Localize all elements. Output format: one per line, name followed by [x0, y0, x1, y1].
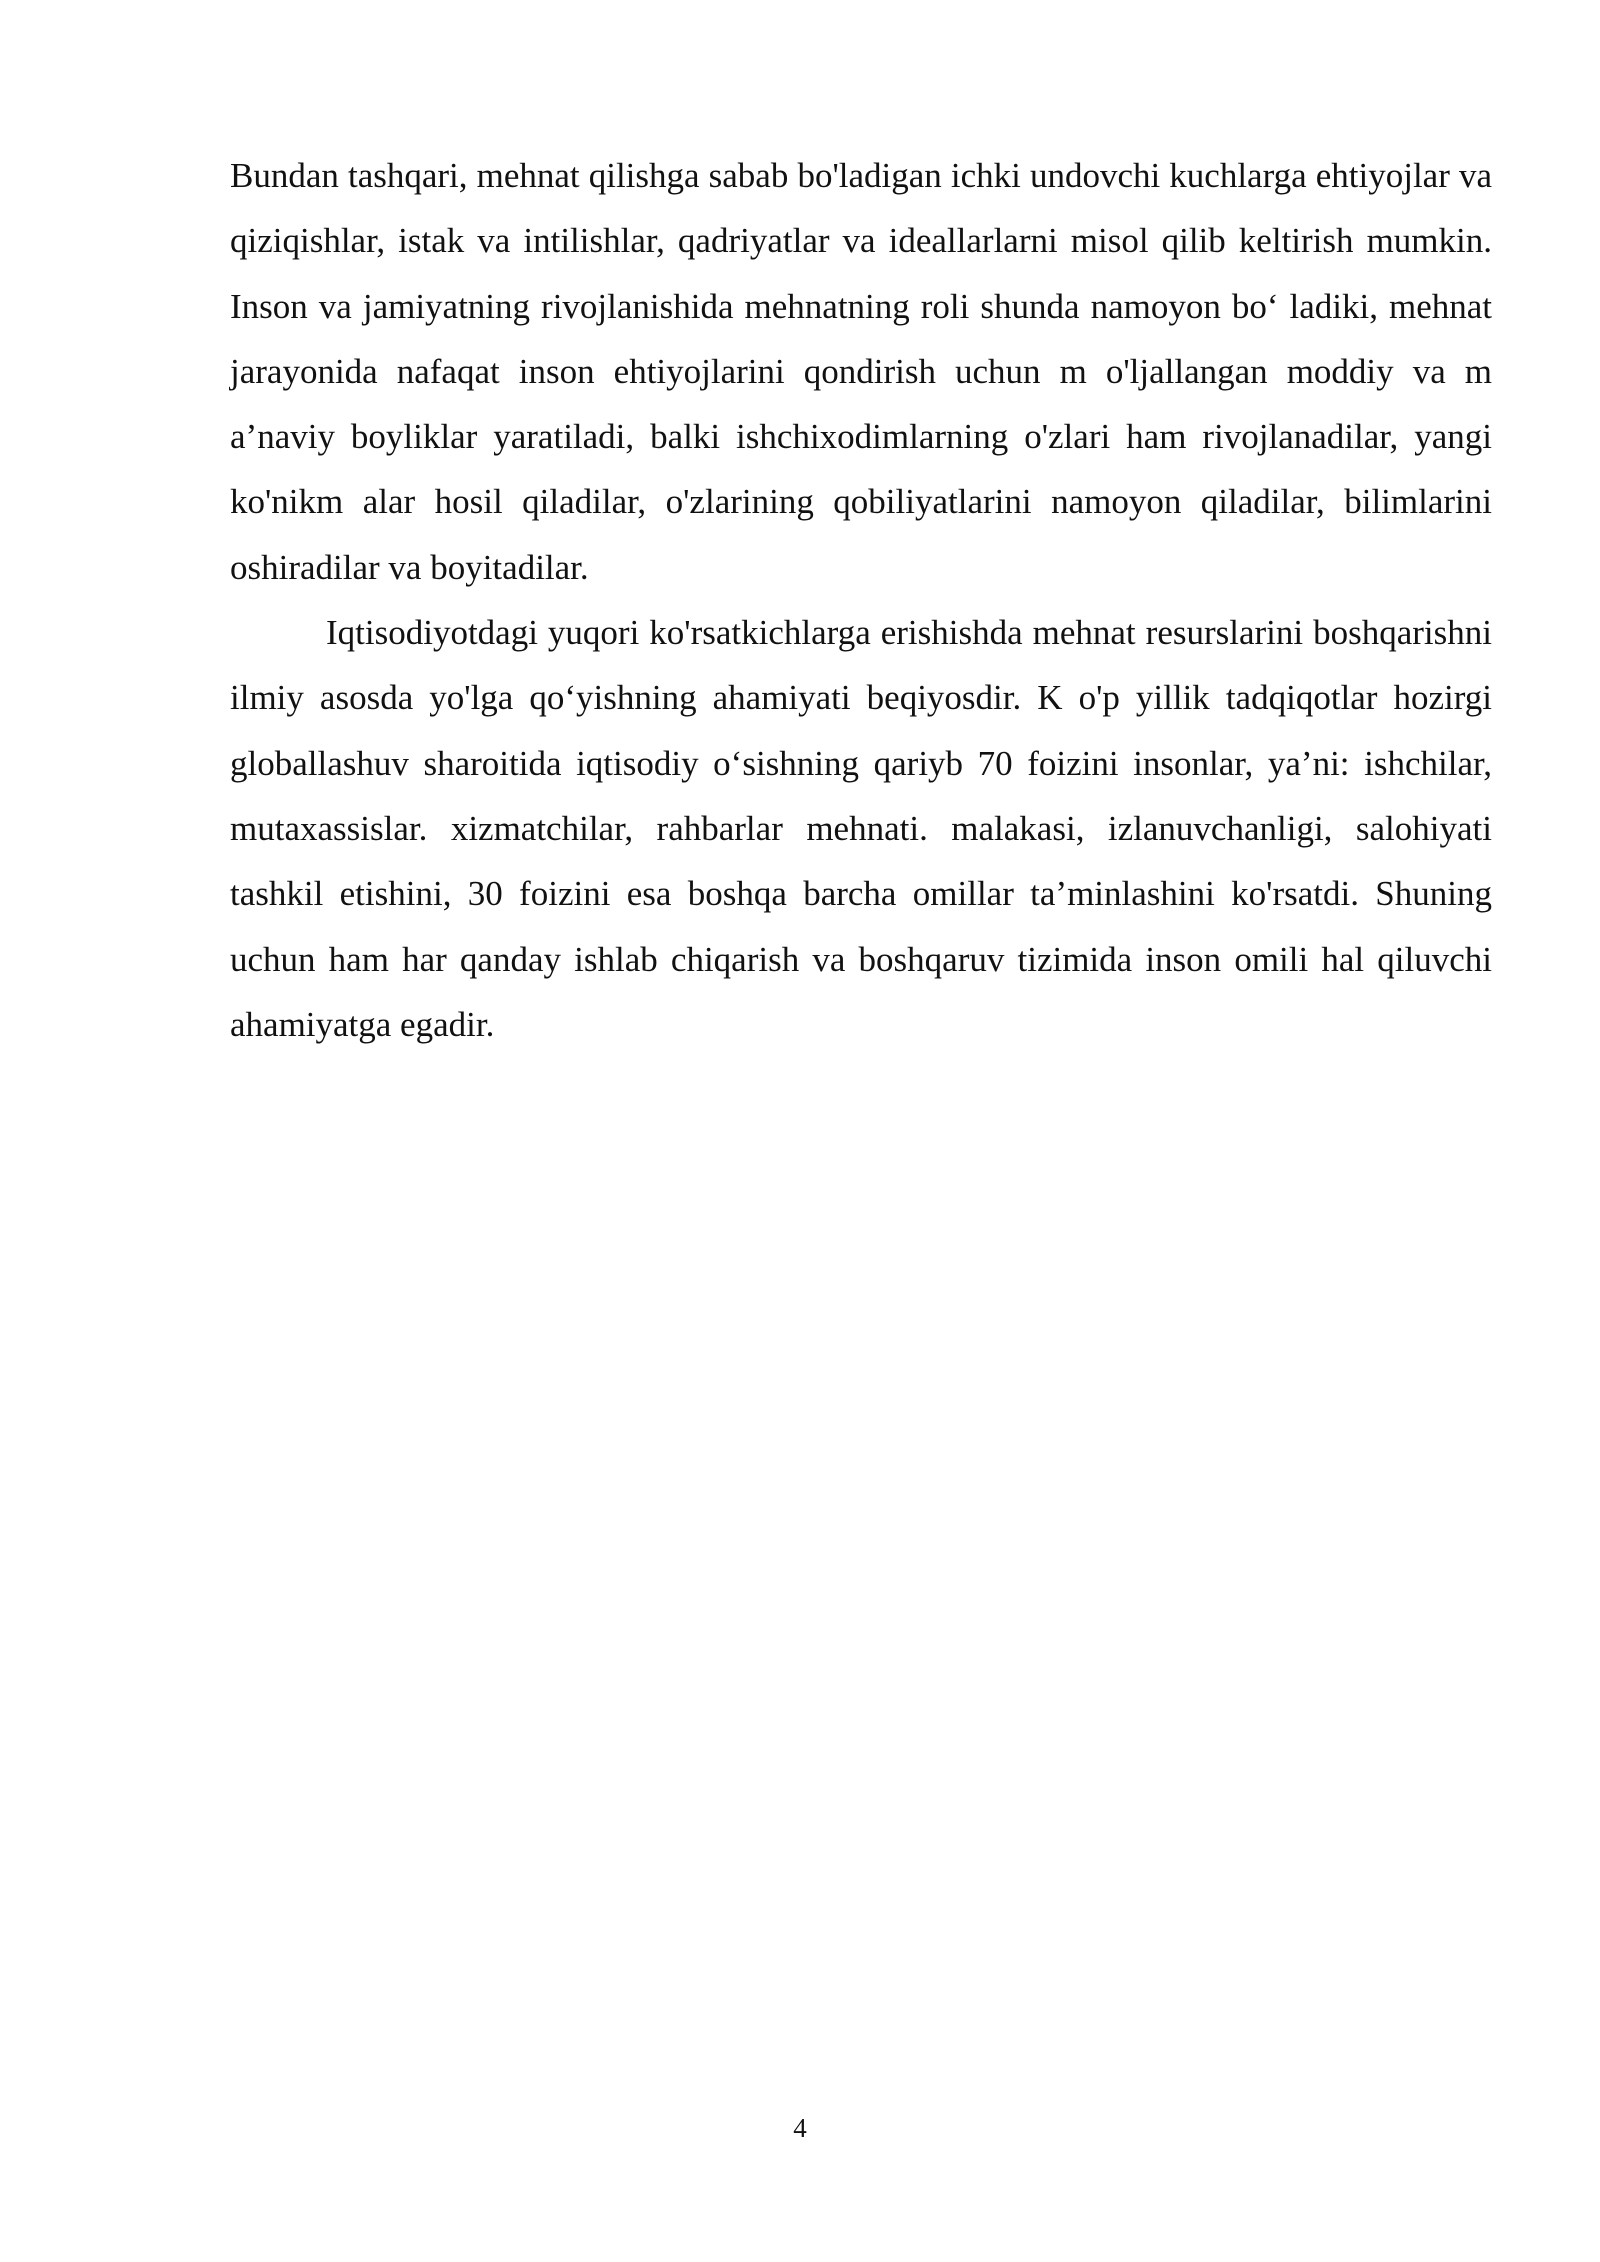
paragraph-2: Iqtisodiyotdagi yuqori ko'rsatkichlarga erishishda mehnat resurslarini boshqarishni ilmiy asosda yo'lga qo‘yishning ahamiyati beqiyosdir. K o'p yillik tadqiqotlar hozirgi globallashuv sharoitida iqtisodiy o‘sishning qariyb 70 foizini insonlar, ya’ni: ishchilar, mutaxassislar. xizmatchilar, rahbarlar mehnati. malakasi, izlanuvchanligi, salohiyati tashkil etishini, 30 foizini esa boshqa barcha omillar ta’minlashini ko'rsatdi. Shuning uchun ham har qanday ishlab chiqarish va boshqaruv tizimida inson omili hal qiluvchi ahamiyatga egadir. — [230, 613, 1492, 1044]
page-number: 4 — [793, 2113, 807, 2143]
body-text — [230, 143, 1492, 1057]
paragraph-1: Bundan tashqari, mehnat qilishga sabab bo'ladigan ichki undovchi kuchlarga ehtiyojlar va qiziqishlar, istak va intilishlar, qadriyatlar va ideallarlarni misol qilib keltirish mumkin. Inson va jamiyatning rivojlanishida mehnatning roli shunda namoyon bo‘ ladiki, mehnat jarayonida nafaqat inson ehtiyojlarini qondirish uchun m o'ljallangan moddiy va m a’naviy boyliklar yaratiladi, balki ishchixodimlarning o'zlari ham rivojlanadilar, yangi ko'nikm alar hosil qiladilar, o'zlarining qobiliyatlarini namoyon qiladilar, bilimlarini oshiradilar va boyitadilar. — [230, 156, 1492, 587]
